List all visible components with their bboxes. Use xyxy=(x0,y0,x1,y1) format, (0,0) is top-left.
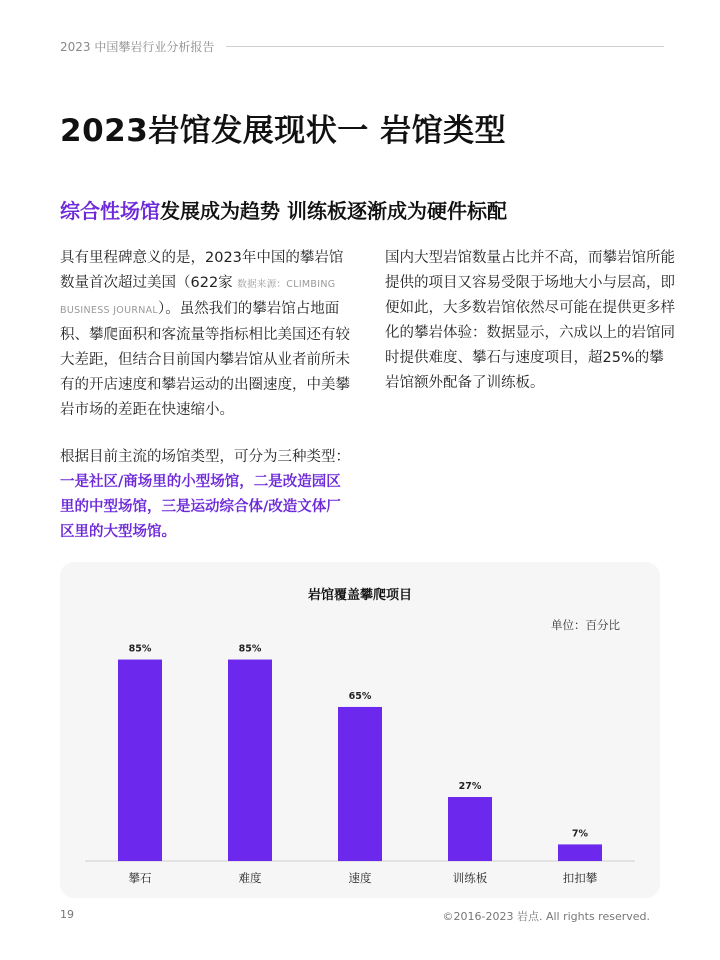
right-paragraph-1: 国内大型岩馆数量占比并不高，而攀岩馆所能提供的项目又容易受限于场地大小与层高，即便如此，大多数岩馆依然尽可能在提供更多样化的攀岩体验：数据显示，六成以上的岩馆同时提供难度、攀石与速度项目，超25%的攀岩馆额外配备了训练板。 xyxy=(385,250,675,391)
right-column xyxy=(385,246,675,396)
left-p1-text-a: 具有里程碑意义的是，2023年中国的攀岩馆数量首次超过美国（622家 xyxy=(60,250,344,291)
data-source-note: 数据来源：CLIMBING BUSINESS JOURNAL xyxy=(60,279,336,316)
left-paragraph-2 xyxy=(60,445,352,545)
left-column xyxy=(60,246,352,545)
left-paragraph-1 xyxy=(60,246,352,423)
chart-unit-label: 单位：百分比 xyxy=(551,618,620,632)
bar-value-label: 85% xyxy=(238,643,262,655)
bar-value-label: 65% xyxy=(348,690,372,702)
x-tick-label: 速度 xyxy=(348,871,372,885)
bar xyxy=(118,660,162,861)
bar xyxy=(228,660,272,861)
page-title: 2023岩馆发展现状一 岩馆类型 xyxy=(60,113,507,149)
report-header xyxy=(60,36,664,56)
x-tick-label: 难度 xyxy=(238,871,262,885)
x-tick-label: 攀石 xyxy=(128,871,152,885)
chart-title: 岩馆覆盖攀爬项目 xyxy=(307,588,412,603)
bar xyxy=(558,844,602,861)
section-heading-accent: 综合性场馆 xyxy=(60,199,160,223)
x-tick-label: 训练板 xyxy=(452,871,488,885)
chart-card xyxy=(60,562,660,898)
left-p1-text-b: ）。虽然我们的攀岩馆占地面积、攀爬面积和客流量等指标相比美国还有较大差距，但结合目前国内攀岩馆从业者前所未有的开店速度和攀岩运动的出圈速度，中美攀岩市场的差距在快速缩小。 xyxy=(60,301,350,418)
bar-chart xyxy=(60,562,660,898)
venue-types-highlight: 一是社区/商场里的小型场馆，二是改造园区里的中型场馆，三是运动综合体/改造文体厂区里的大型场馆。 xyxy=(60,474,341,540)
bar-value-label: 85% xyxy=(128,643,152,655)
header-divider xyxy=(226,46,664,47)
x-tick-label: 扣扣攀 xyxy=(562,871,598,885)
bar xyxy=(338,707,382,861)
section-heading xyxy=(60,195,507,224)
left-p2-text-a: 根据目前主流的场馆类型，可分为三种类型： xyxy=(60,449,350,465)
section-heading-rest: 发展成为趋势 训练板逐渐成为硬件标配 xyxy=(160,199,507,223)
bar-value-label: 7% xyxy=(571,828,589,840)
page-number: 19 xyxy=(60,908,74,921)
report-title: 2023 中国攀岩行业分析报告 xyxy=(60,39,215,54)
bar-value-label: 27% xyxy=(458,781,482,793)
copyright-notice: ©2016-2023 岩点. All rights reserved. xyxy=(442,910,650,923)
bar xyxy=(448,797,492,861)
